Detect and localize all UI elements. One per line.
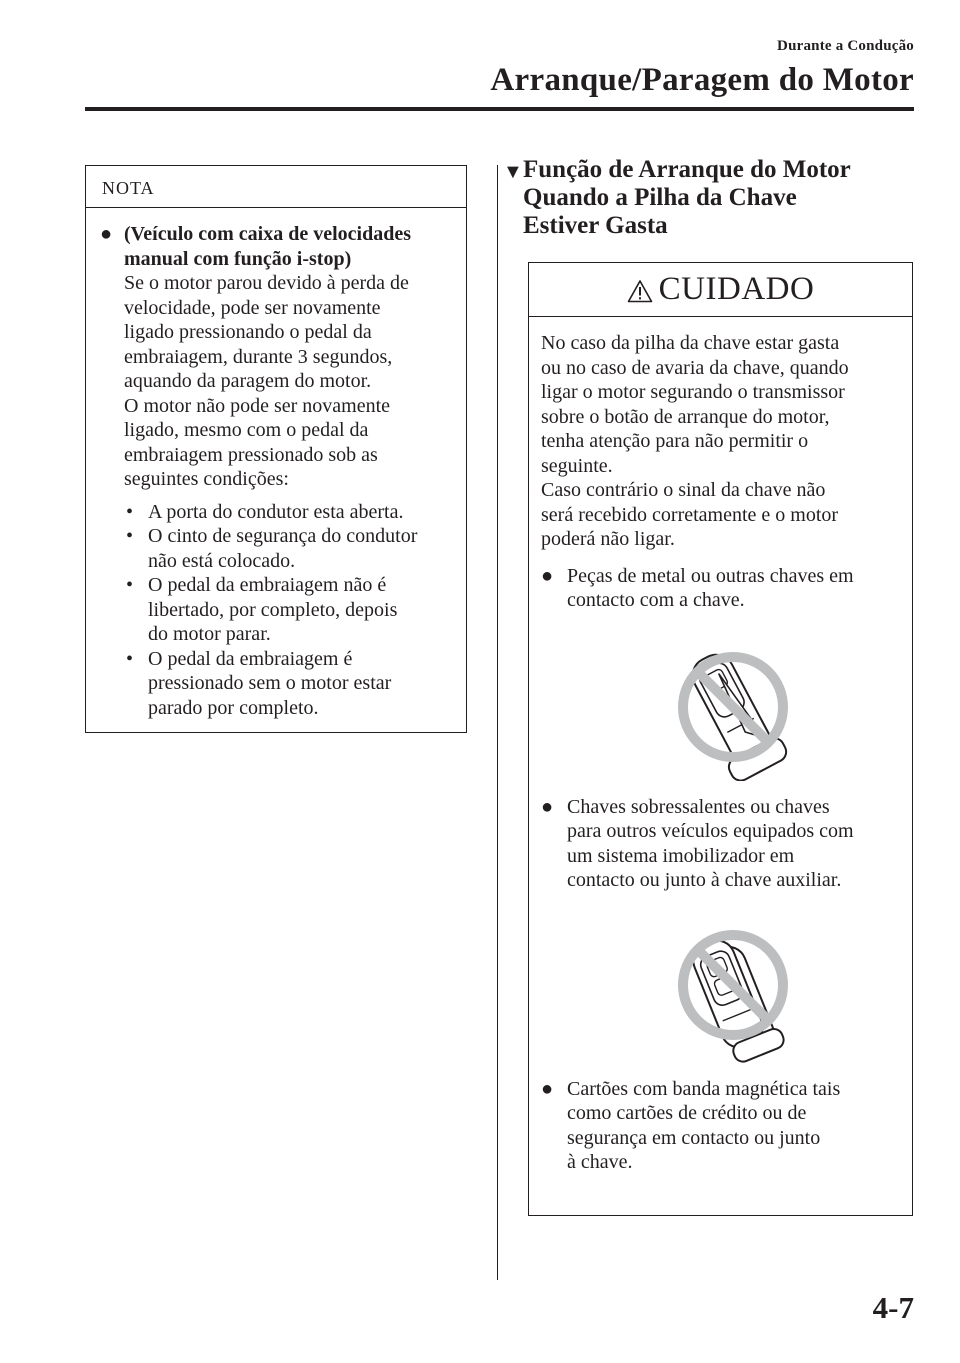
condition-item — [124, 647, 456, 721]
condition-line: do motor parar. — [148, 623, 271, 645]
condition-line: não está colocado. — [148, 549, 296, 572]
caution-intro-line: Caso contrário o sinal da chave não — [541, 479, 826, 501]
caution-item-line: contacto com a chave. — [567, 589, 745, 611]
note-body-line: Se o motor parou devido à perda de — [124, 272, 409, 294]
note-item-heading-line: manual com função i-stop) — [124, 247, 352, 270]
triangle-marker-icon: ▼ — [503, 161, 523, 183]
header-rule — [85, 107, 914, 111]
bullet-icon: ● — [100, 223, 113, 245]
caution-item-line: segurança em contacto ou junto — [567, 1126, 821, 1149]
note-body-line: embraiagem, durante 3 segundos, — [124, 345, 393, 368]
note-body — [86, 208, 466, 720]
caution-title: CUIDADO — [658, 271, 815, 307]
condition-line: O cinto de segurança do condutor — [148, 525, 418, 547]
conditions-list — [124, 500, 456, 721]
note-box — [85, 165, 467, 733]
warning-triangle-icon — [627, 279, 653, 303]
caution-body — [529, 317, 912, 1175]
caution-item — [541, 1077, 902, 1175]
key-with-metal-prohibited-icon — [671, 631, 791, 781]
caution-item-line: como cartões de crédito ou de — [567, 1102, 807, 1124]
bullet-icon: ● — [541, 795, 554, 818]
condition-line: O pedal da embraiagem não é — [148, 574, 387, 596]
caution-box — [528, 262, 913, 1216]
note-title: NOTA — [86, 166, 466, 208]
caution-intro-line: sobre o botão de arranque do motor, — [541, 405, 830, 428]
condition-line: parado por completo. — [148, 696, 319, 719]
condition-item — [124, 500, 456, 525]
note-body-line: velocidade, pode ser novamente — [124, 296, 381, 319]
note-item-heading-line: (Veículo com caixa de velocidades — [124, 223, 412, 245]
caution-intro-line: ligar o motor segurando o transmissor — [541, 381, 845, 403]
condition-item — [124, 573, 456, 647]
caution-item-line: um sistema imobilizador em — [567, 844, 795, 867]
caution-header — [529, 263, 912, 317]
caution-item-line: Chaves sobressalentes ou chaves — [567, 795, 830, 818]
chapter-title: Arranque/Paragem do Motor — [490, 62, 914, 98]
section-label: Durante a Condução — [777, 38, 914, 54]
stacked-keys-prohibited-icon — [671, 915, 791, 1065]
note-body-line: embraiagem pressionado sob as — [124, 443, 378, 466]
condition-line: A porta do condutor esta aberta. — [148, 500, 404, 523]
caution-item-line: Cartões com banda magnética tais — [567, 1077, 841, 1100]
section-heading — [503, 156, 923, 240]
condition-item — [124, 524, 456, 573]
note-item — [100, 222, 456, 720]
caution-item-line: para outros veículos equipados com — [567, 820, 854, 842]
caution-item — [541, 564, 902, 613]
condition-line: O pedal da embraiagem é — [148, 647, 353, 670]
bullet-icon: ● — [541, 564, 554, 587]
caution-item-line: Peças de metal ou outras chaves em — [567, 564, 854, 587]
caution-item-line: à chave. — [567, 1151, 633, 1173]
caution-intro-line: tenha atenção para não permitir o — [541, 430, 809, 452]
caution-intro-line: ou no caso de avaria da chave, quando — [541, 356, 849, 379]
section-heading-line: Quando a Pilha da Chave — [523, 184, 797, 211]
caution-intro-line: será recebido corretamente e o motor — [541, 503, 839, 526]
note-body-line: ligado, mesmo com o pedal da — [124, 419, 369, 441]
caution-item — [541, 795, 902, 893]
page-number: 4-7 — [872, 1290, 914, 1325]
bullet-icon: • — [126, 647, 134, 670]
condition-line: libertado, por completo, depois — [148, 598, 398, 621]
caution-intro-line: seguinte. — [541, 454, 613, 477]
note-body-line: O motor não pode ser novamente — [124, 394, 391, 417]
note-body-line: aquando da paragem do motor. — [124, 370, 372, 392]
column-divider — [497, 165, 498, 1280]
section-heading-line: Função de Arranque do Motor — [523, 156, 851, 183]
condition-line: pressionado sem o motor estar — [148, 672, 392, 694]
caution-intro-line: poderá não ligar. — [541, 528, 675, 550]
note-body-line: ligado pressionando o pedal da — [124, 321, 372, 343]
bullet-icon: • — [126, 574, 134, 596]
note-body-line: seguintes condições: — [124, 468, 289, 490]
caution-intro-line: No caso da pilha da chave estar gasta — [541, 332, 840, 354]
bullet-icon: • — [126, 525, 134, 547]
section-heading-line: Estiver Gasta — [523, 212, 668, 239]
caution-item-line: contacto ou junto à chave auxiliar. — [567, 869, 842, 891]
bullet-icon: ● — [541, 1077, 554, 1100]
bullet-icon: • — [126, 500, 134, 523]
